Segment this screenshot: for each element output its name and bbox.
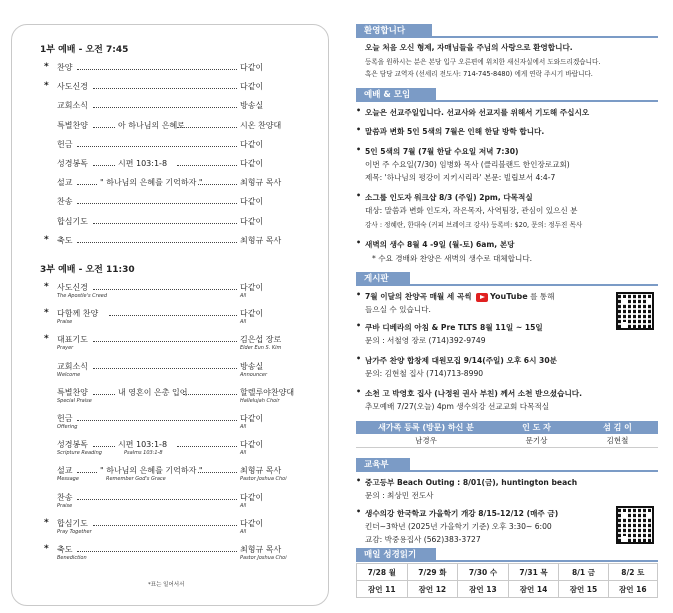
- board-item2-contact: 문의 : 서철영 장로 (714)392-9749: [365, 336, 486, 345]
- dotted-leader: [77, 551, 237, 552]
- order-leader: 최형규 목사: [240, 178, 282, 188]
- worship-item1: 오늘은 선교주일입니다. 선교사와 선교지를 위해서 기도해 주십시오: [365, 108, 590, 117]
- order-leader-en: All: [240, 450, 247, 457]
- reading-chapter: 잠언 16: [608, 581, 657, 598]
- order-leader: 다같이: [240, 82, 264, 92]
- order-item: 사도신경: [57, 283, 88, 292]
- worship-header: 예배 & 모임: [356, 88, 436, 102]
- order-leader: 다같이: [240, 414, 264, 423]
- board-item2-title: 쿠바 디베라의 아침 & Pre TLTS 8월 11일 ~ 15일: [365, 323, 543, 332]
- dotted-leader: [77, 472, 97, 473]
- order-row: [44, 387, 306, 405]
- education-item1-contact: 문의 : 최상민 전도사: [365, 491, 434, 500]
- new-member-name: 남경우: [356, 434, 496, 447]
- service2-title: 3부 예배 - 오전 11:30: [40, 265, 135, 275]
- dotted-leader: [93, 341, 237, 342]
- bullet: •: [356, 387, 362, 396]
- order-item: 합심기도: [57, 216, 88, 226]
- welcome-header: 환영합니다: [356, 24, 432, 38]
- reading-day: 7/28 월: [357, 564, 408, 581]
- order-item-en: Special Praise: [57, 397, 92, 404]
- welcome-line3: 혹은 담당 교역자 (선세리 전도사: 714-745-8480) 에게 연락 주시기 바랍니다.: [365, 70, 593, 78]
- reading-chapter: 잠언 11: [357, 581, 408, 598]
- welcome-rule: [356, 36, 658, 38]
- order-row: [44, 177, 306, 195]
- reading-chapter: 잠언 15: [559, 581, 608, 598]
- server-name: 김현철: [577, 434, 658, 447]
- order-detail: 시편 103:1-8: [118, 440, 168, 450]
- order-item: 찬송: [57, 197, 73, 207]
- worship-item4-speaker: 강사 : 정혜란, 한대숙 (커피 브레이크 강사) 등록비: $20, 문의: 정두진 목사: [365, 221, 583, 229]
- board-rule: [356, 284, 658, 286]
- order-row: [44, 308, 306, 326]
- order-row: [44, 139, 306, 157]
- order-item-en: Welcome: [57, 371, 81, 378]
- order-leader: 최형규 목사: [240, 466, 282, 476]
- bullet: •: [356, 321, 362, 330]
- dotted-leader: [177, 165, 237, 166]
- board-item1-text: 7월 이달의 찬양곡 매월 세 곡씩: [365, 292, 472, 301]
- korean-school-qr-code[interactable]: [616, 506, 654, 544]
- order-item: 교회소식: [57, 101, 88, 111]
- standing-mark: *: [44, 234, 49, 245]
- education-header: 교육부: [356, 458, 410, 472]
- order-leader: 최형규 목사: [240, 235, 282, 245]
- dotted-leader: [77, 184, 97, 185]
- dotted-leader: [93, 525, 237, 526]
- standing-mark: *: [44, 308, 49, 319]
- order-leader-en: Pastor Joshua Choi: [240, 476, 287, 483]
- dotted-leader: [109, 315, 237, 316]
- order-item-en: Offering: [57, 424, 78, 430]
- order-detail-en: Psalms 103:1-8: [124, 450, 163, 457]
- order-item: 성경봉독: [57, 440, 88, 450]
- standing-mark: *: [44, 544, 49, 554]
- order-row: [44, 334, 306, 352]
- order-row: [44, 196, 306, 214]
- order-leader-en: Elder Eun S. Kim: [240, 345, 282, 352]
- dotted-leader: [183, 394, 237, 395]
- bullet: •: [356, 191, 362, 200]
- order-row: [44, 361, 306, 379]
- order-row: [44, 100, 306, 118]
- order-row: [44, 518, 306, 536]
- dotted-leader: [93, 107, 237, 108]
- order-leader-en: Pastor Joshua Choi: [240, 555, 287, 561]
- board-item3-contact: 문의: 김현철 집사 (714)713-8990: [365, 369, 484, 378]
- worship-item3-topic: 제목: '하나님의 평강이 지키시리라' 본문: 빌립보서 4:4-7: [365, 173, 556, 182]
- worship-item2: 말씀과 변화 5인 5색의 7월은 인해 한달 방학 합니다.: [365, 127, 545, 136]
- order-item: 축도: [57, 235, 73, 245]
- order-detail: 내 영혼이 은총 입어: [118, 387, 188, 397]
- dotted-leader: [77, 203, 237, 204]
- order-leader-en: All: [240, 293, 247, 299]
- board-item4-title: 소천 고 박영호 집사 (나정원 권사 부친) 께서 소천 받으셨습니다.: [365, 389, 583, 398]
- worship-item3-detail: 이번 주 수요일(7/30) 임병화 목사 (클리블랜드 한인장로교회): [365, 160, 570, 169]
- reading-chapter: 잠언 12: [407, 581, 458, 598]
- reading-header: 매일 성경읽기: [356, 548, 436, 562]
- order-row: [44, 81, 306, 99]
- worship-item5-title: 새벽의 생수 8월 4 -9일 (월-토) 6am, 본당: [365, 240, 515, 249]
- standing-mark: *: [44, 62, 49, 72]
- dotted-leader: [93, 394, 115, 395]
- board-item4-memorial: 추모예배 7/27(오늘) 4pm 생수의강 선교교회 다목적실: [365, 402, 550, 411]
- bullet: •: [356, 290, 362, 299]
- order-detail: " 하나님의 은혜를 기억하자 ": [100, 178, 203, 188]
- order-row: [44, 465, 306, 483]
- order-leader-en: All: [240, 528, 247, 535]
- order-leader: 다같이: [240, 518, 264, 528]
- bullet: •: [356, 145, 362, 154]
- order-leader: 다같이: [240, 197, 264, 207]
- standing-mark: *: [44, 517, 49, 528]
- order-item-en: Praise: [57, 319, 73, 326]
- reading-day: 8/1 금: [559, 564, 608, 581]
- dotted-leader: [93, 88, 237, 89]
- guide-header: 인 도 자: [496, 421, 577, 434]
- dotted-leader: [198, 184, 237, 185]
- order-item: 축도: [57, 545, 73, 554]
- guide-name: 문기상: [496, 434, 577, 447]
- order-detail: 시편 103:1-8: [118, 159, 168, 168]
- board-item1-suffix: 를 통해: [530, 292, 555, 301]
- education-item1: 중고등부 Beach Outing : 8/01(금), huntington beach: [365, 478, 578, 487]
- youtube-icon[interactable]: [476, 293, 488, 302]
- order-leader: 김은섭 장로: [240, 335, 282, 345]
- order-row: [44, 439, 306, 457]
- order-detail: 아 하나님의 은혜로: [118, 120, 185, 130]
- order-leader: 다같이: [240, 159, 264, 168]
- education-item2-title: 생수의강 한국학교 가을학기 개강 8/15-12/12 (매주 금): [365, 509, 559, 518]
- order-row: [44, 544, 306, 562]
- server-header: 섬 김 이: [577, 421, 658, 434]
- order-leader-en: Announcer: [240, 371, 268, 378]
- order-item: 헌금: [57, 414, 73, 423]
- dotted-leader: [93, 446, 115, 447]
- new-member-header: 새가족 등록 (방문) 하신 분: [356, 421, 496, 434]
- new-member-table: [356, 421, 658, 448]
- order-detail-en: Remember God's Grace: [106, 476, 166, 483]
- order-leader-en: All: [240, 319, 247, 326]
- order-detail: " 하나님의 은혜를 기억하자 ": [100, 466, 203, 476]
- reading-chapter: 잠언 13: [458, 581, 509, 598]
- order-item: 특별찬양: [57, 387, 88, 397]
- worship-item5-note: * 수요 경배와 찬양은 새벽의 생수로 대체합니다.: [372, 254, 533, 263]
- order-item: 찬양: [57, 63, 73, 72]
- worship-rule: [356, 100, 658, 102]
- dotted-leader: [77, 242, 237, 243]
- reading-day: 7/31 목: [508, 564, 559, 581]
- board-item1: [365, 291, 554, 302]
- youtube-qr-code[interactable]: [616, 292, 654, 330]
- board-header: 게시판: [356, 272, 410, 286]
- order-row: [44, 282, 306, 300]
- order-item-en: Prayer: [57, 345, 74, 352]
- standing-mark: *: [44, 282, 49, 292]
- welcome-line2: 등록을 원하시는 분은 본당 입구 오른편에 위치한 새신자실에서 도와드리겠습니다.: [365, 58, 601, 66]
- order-row: [44, 120, 306, 138]
- worship-item4-title: 소그룹 인도자 워크샵 8/3 (주일) 2pm, 다목적실: [365, 193, 533, 202]
- reading-day: 7/30 수: [458, 564, 509, 581]
- reading-day: 7/29 화: [407, 564, 458, 581]
- order-leader-en: Hallelujah Choir: [240, 397, 280, 404]
- order-row: [44, 158, 306, 176]
- bullet: •: [356, 238, 362, 247]
- dotted-leader: [77, 69, 237, 70]
- order-item-en: The Apostle's Creed: [57, 293, 108, 299]
- order-row: [44, 235, 306, 253]
- dotted-leader: [177, 446, 237, 447]
- dotted-leader: [77, 499, 237, 500]
- order-row: [44, 413, 306, 431]
- worship-item4-target: 대상: 말씀과 변화 인도자, 작은목자, 사역팀장, 관심이 있으신 분: [365, 206, 578, 215]
- order-item-en: Benediction: [57, 555, 87, 561]
- youtube-label[interactable]: YouTube: [489, 292, 528, 301]
- standing-mark: *: [44, 334, 49, 345]
- order-leader: 다같이: [240, 216, 264, 226]
- bullet: •: [356, 507, 362, 516]
- order-item-en: Message: [57, 476, 79, 483]
- order-leader-en: All: [240, 502, 247, 509]
- education-rule: [356, 470, 658, 472]
- order-row: [44, 492, 306, 510]
- order-item: 합심기도: [57, 518, 88, 528]
- order-row: [44, 62, 306, 80]
- reading-chapter: 잠언 14: [508, 581, 559, 598]
- order-item: 찬송: [57, 492, 73, 502]
- order-item-en: Praise: [57, 502, 73, 509]
- bible-reading-table: [356, 563, 658, 598]
- dotted-leader: [93, 368, 237, 369]
- dotted-leader: [198, 472, 237, 473]
- order-leader: 다같이: [240, 492, 264, 502]
- dotted-leader: [93, 127, 115, 128]
- bullet: •: [356, 125, 362, 134]
- dotted-leader: [77, 420, 237, 421]
- order-leader: 시온 찬양대: [240, 120, 282, 130]
- order-leader: 방송실: [240, 361, 264, 371]
- order-item: 헌금: [57, 139, 73, 149]
- worship-item3-title: 5인 5색의 7월 (7월 한달 수요일 저녁 7:30): [365, 147, 519, 156]
- order-leader: 방송실: [240, 101, 264, 111]
- service1-title: 1부 예배 - 오전 7:45: [40, 45, 129, 55]
- order-leader: 할렐루야찬양대: [240, 387, 295, 397]
- order-leader: 다같이: [240, 309, 264, 319]
- order-leader: 다같이: [240, 283, 264, 292]
- order-item: 교회소식: [57, 361, 88, 371]
- order-leader: 다같이: [240, 139, 264, 149]
- bullet: •: [356, 106, 362, 115]
- order-leader: 다같이: [240, 440, 264, 450]
- dotted-leader: [93, 223, 237, 224]
- standing-mark: *: [44, 81, 49, 92]
- order-leader: 최형규 목사: [240, 545, 282, 554]
- order-item-en: Scripture Reading: [57, 450, 102, 457]
- reading-day: 8/2 토: [608, 564, 657, 581]
- education-item2-contact: 교감: 박중용집사 (562)383-3727: [365, 535, 481, 544]
- bullet: •: [356, 476, 362, 485]
- order-leader-en: All: [240, 424, 247, 430]
- order-item: 대표기도: [57, 335, 88, 345]
- reading-rule: [356, 560, 658, 562]
- bullet: •: [356, 354, 362, 363]
- dotted-leader: [93, 165, 115, 166]
- order-item: 설교: [57, 178, 73, 188]
- order-leader: 다같이: [240, 63, 264, 72]
- education-item2-grades: 킨더~3학년 (2025년 가을학기 기준) 오후 3:30~ 6:00: [365, 522, 552, 531]
- standing-footnote: *표는 일어서서: [148, 582, 185, 588]
- order-item: 다함께 찬양: [57, 309, 99, 319]
- order-item: 사도신경: [57, 82, 88, 92]
- order-item: 설교: [57, 466, 73, 476]
- dotted-leader: [77, 146, 237, 147]
- dotted-leader: [177, 127, 237, 128]
- welcome-line1: 오늘 처음 오신 형제, 자매님들을 주님의 사랑으로 환영합니다.: [365, 43, 573, 52]
- order-row: [44, 216, 306, 234]
- order-item: 성경봉독: [57, 159, 88, 168]
- order-item: 특별찬양: [57, 120, 88, 130]
- board-item3-title: 남가주 찬양 합창제 대원모집 9/14(주일) 오후 6시 30분: [365, 356, 557, 365]
- order-item-en: Pray Together: [57, 528, 92, 535]
- dotted-leader: [93, 289, 237, 290]
- board-item1-line2: 들으실 수 있습니다.: [365, 305, 431, 314]
